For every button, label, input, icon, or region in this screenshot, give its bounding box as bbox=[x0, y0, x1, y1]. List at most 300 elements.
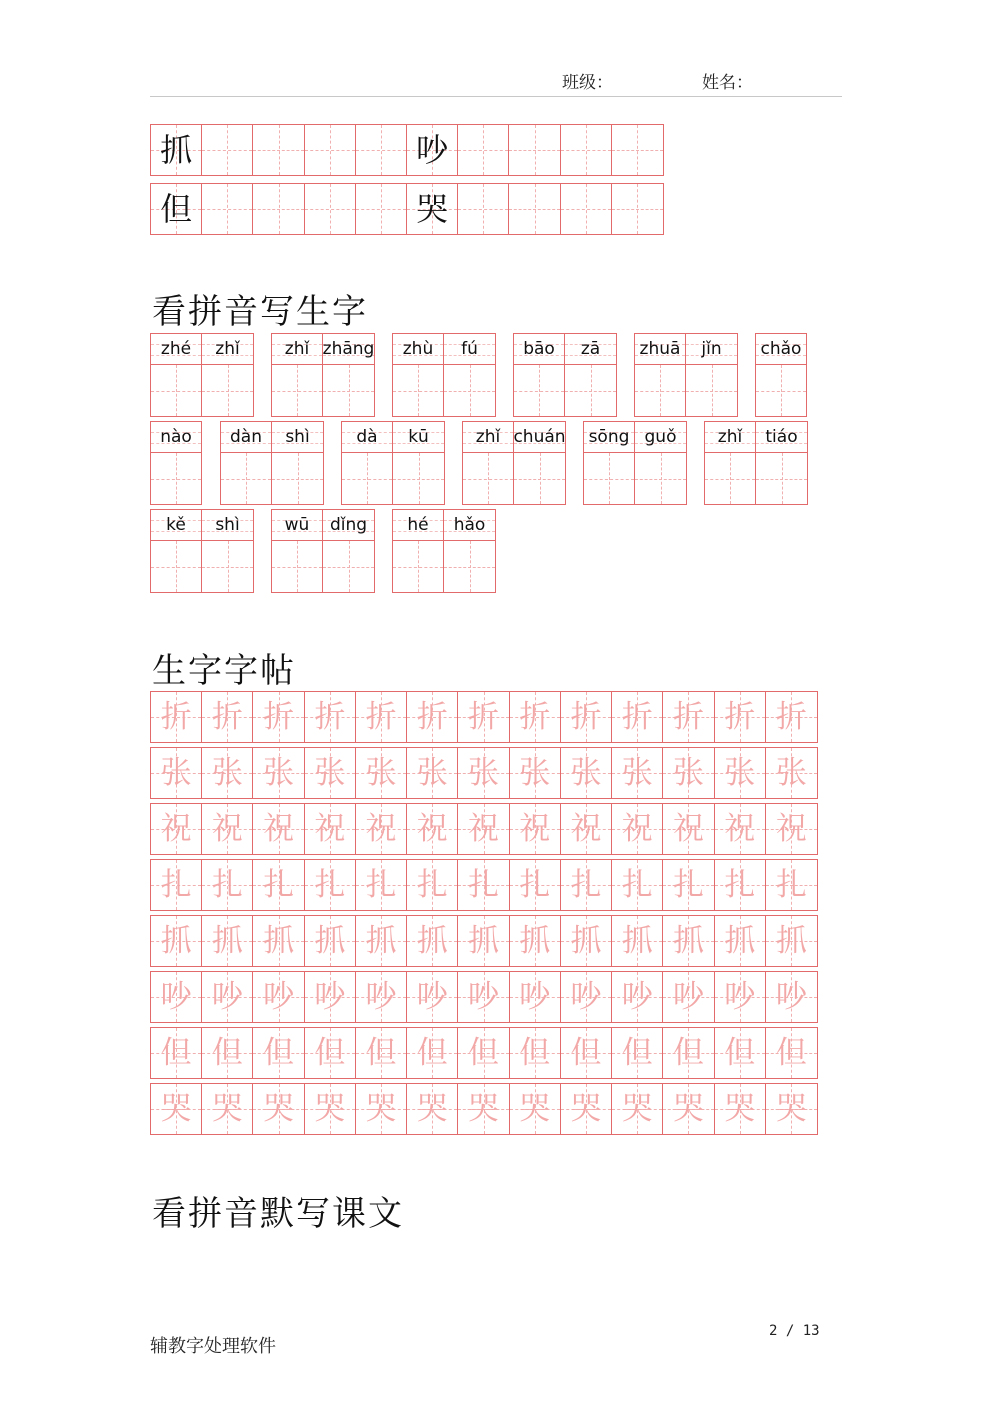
grid-char: 吵 bbox=[416, 131, 449, 169]
pinyin-group bbox=[462, 421, 566, 505]
copybook-cell bbox=[253, 1084, 304, 1134]
trace-char: 折 bbox=[160, 698, 192, 735]
copybook-cell bbox=[766, 1084, 817, 1134]
grid-cell bbox=[561, 125, 612, 175]
copybook-cell bbox=[612, 972, 663, 1022]
copybook-cell bbox=[766, 1028, 817, 1078]
pinyin-text: zhǐ bbox=[284, 339, 310, 359]
trace-char: 祝 bbox=[775, 810, 807, 847]
copybook-row bbox=[150, 971, 818, 1023]
pinyin-text: zhù bbox=[402, 339, 434, 359]
copybook-cell bbox=[253, 916, 304, 966]
grid-cell bbox=[612, 184, 663, 234]
trace-char: 哭 bbox=[468, 1090, 500, 1127]
pinyin-text: shì bbox=[215, 515, 240, 535]
copybook-cell bbox=[663, 860, 714, 910]
writing-box bbox=[463, 453, 513, 504]
trace-char: 折 bbox=[672, 698, 704, 735]
copybook-cell bbox=[715, 804, 766, 854]
trace-char: 扎 bbox=[263, 866, 295, 903]
grid-char: 抓 bbox=[160, 131, 193, 169]
grid-cell bbox=[407, 125, 458, 175]
writing-box bbox=[514, 453, 565, 504]
trace-char: 张 bbox=[416, 754, 448, 791]
copybook-cell bbox=[458, 748, 509, 798]
copybook-cell bbox=[202, 692, 253, 742]
copybook-cell bbox=[305, 804, 356, 854]
writing-box bbox=[705, 453, 755, 504]
copybook-cell bbox=[305, 972, 356, 1022]
copybook-row bbox=[150, 747, 818, 799]
writing-box bbox=[444, 541, 495, 592]
trace-char: 折 bbox=[570, 698, 602, 735]
trace-char: 吵 bbox=[416, 978, 448, 1015]
copybook-cell bbox=[510, 1028, 561, 1078]
trace-char: 吵 bbox=[672, 978, 704, 1015]
trace-char: 扎 bbox=[314, 866, 346, 903]
trace-char: 扎 bbox=[416, 866, 448, 903]
trace-char: 但 bbox=[468, 1034, 500, 1071]
grid-cell bbox=[305, 184, 356, 234]
copybook-cell bbox=[202, 804, 253, 854]
trace-char: 张 bbox=[160, 754, 192, 791]
copybook-cell bbox=[356, 860, 407, 910]
pinyin-group bbox=[150, 509, 254, 593]
copybook-cell bbox=[151, 916, 202, 966]
trace-char: 折 bbox=[519, 698, 551, 735]
copybook-cell bbox=[356, 748, 407, 798]
writing-box bbox=[323, 541, 374, 592]
copybook-cell bbox=[510, 692, 561, 742]
copybook-cell bbox=[305, 860, 356, 910]
trace-char: 折 bbox=[365, 698, 397, 735]
writing-box bbox=[272, 453, 323, 504]
trace-char: 折 bbox=[621, 698, 653, 735]
grid-char: 哭 bbox=[416, 190, 449, 228]
grid-cell bbox=[151, 125, 202, 175]
copybook-cell bbox=[305, 1028, 356, 1078]
page-number: 2 / 13 bbox=[769, 1323, 820, 1339]
writing-box bbox=[686, 365, 737, 416]
copybook-cell bbox=[458, 692, 509, 742]
trace-char: 祝 bbox=[160, 810, 192, 847]
pinyin-text: zhǐ bbox=[717, 427, 743, 447]
trace-char: 扎 bbox=[724, 866, 756, 903]
trace-char: 但 bbox=[621, 1034, 653, 1071]
trace-char: 折 bbox=[416, 698, 448, 735]
trace-char: 但 bbox=[263, 1034, 295, 1071]
copybook-row bbox=[150, 859, 818, 911]
trace-char: 哭 bbox=[263, 1090, 295, 1127]
copybook-cell bbox=[510, 972, 561, 1022]
pinyin-text: fú bbox=[461, 339, 478, 359]
trace-char: 但 bbox=[570, 1034, 602, 1071]
trace-char: 但 bbox=[416, 1034, 448, 1071]
trace-char: 扎 bbox=[672, 866, 704, 903]
pinyin-text: kě bbox=[166, 515, 186, 535]
pinyin-text: chǎo bbox=[760, 339, 802, 359]
grid-char: 但 bbox=[160, 190, 193, 228]
copybook-cell bbox=[356, 972, 407, 1022]
trace-char: 祝 bbox=[263, 810, 295, 847]
writing-box bbox=[202, 541, 253, 592]
copybook-cell bbox=[612, 1028, 663, 1078]
copybook-cell bbox=[612, 916, 663, 966]
copybook-cell bbox=[561, 692, 612, 742]
writing-box bbox=[393, 453, 444, 504]
copybook-cell bbox=[407, 804, 458, 854]
grid-cell bbox=[509, 125, 560, 175]
pinyin-group bbox=[755, 333, 807, 417]
copybook-cell bbox=[407, 692, 458, 742]
copybook-cell bbox=[715, 1028, 766, 1078]
trace-char: 抓 bbox=[468, 922, 500, 959]
name-label: 姓名： bbox=[702, 73, 753, 93]
trace-char: 吵 bbox=[211, 978, 243, 1015]
trace-char: 祝 bbox=[416, 810, 448, 847]
copybook-cell bbox=[253, 804, 304, 854]
trace-char: 抓 bbox=[263, 922, 295, 959]
copybook-cell bbox=[458, 1028, 509, 1078]
trace-char: 祝 bbox=[519, 810, 551, 847]
pinyin-group bbox=[271, 509, 375, 593]
writing-box bbox=[393, 365, 443, 416]
pinyin-text: bāo bbox=[523, 339, 555, 359]
trace-char: 但 bbox=[365, 1034, 397, 1071]
copybook-cell bbox=[151, 692, 202, 742]
writing-box bbox=[514, 365, 564, 416]
pinyin-text: dà bbox=[356, 427, 378, 447]
copybook-cell bbox=[458, 1084, 509, 1134]
copybook-cell bbox=[305, 692, 356, 742]
copybook-cell bbox=[151, 860, 202, 910]
trace-char: 祝 bbox=[314, 810, 346, 847]
trace-char: 祝 bbox=[672, 810, 704, 847]
trace-char: 张 bbox=[468, 754, 500, 791]
trace-char: 但 bbox=[672, 1034, 704, 1071]
writing-box bbox=[323, 365, 374, 416]
grid-cell bbox=[356, 125, 407, 175]
copybook-cell bbox=[510, 748, 561, 798]
copybook-cell bbox=[561, 860, 612, 910]
grid-cell bbox=[458, 184, 509, 234]
pinyin-group bbox=[150, 333, 254, 417]
copybook-cell bbox=[356, 692, 407, 742]
trace-char: 张 bbox=[211, 754, 243, 791]
copybook-cell bbox=[305, 916, 356, 966]
copybook-cell bbox=[561, 1084, 612, 1134]
copybook-cell bbox=[612, 748, 663, 798]
pinyin-group bbox=[271, 333, 375, 417]
pinyin-text: zhé bbox=[160, 339, 192, 359]
grid-cell bbox=[509, 184, 560, 234]
trace-char: 折 bbox=[775, 698, 807, 735]
trace-char: 吵 bbox=[263, 978, 295, 1015]
copybook-cell bbox=[458, 916, 509, 966]
trace-char: 但 bbox=[314, 1034, 346, 1071]
trace-char: 但 bbox=[724, 1034, 756, 1071]
copybook-cell bbox=[151, 1084, 202, 1134]
pinyin-text: wū bbox=[284, 515, 310, 535]
trace-char: 哭 bbox=[570, 1090, 602, 1127]
copybook-cell bbox=[151, 804, 202, 854]
trace-char: 哭 bbox=[724, 1090, 756, 1127]
trace-char: 哭 bbox=[211, 1090, 243, 1127]
copybook-cell bbox=[612, 1084, 663, 1134]
pinyin-group bbox=[392, 509, 496, 593]
copybook-cell bbox=[561, 1028, 612, 1078]
copybook-cell bbox=[253, 692, 304, 742]
copybook-cell bbox=[510, 804, 561, 854]
copybook-cell bbox=[561, 972, 612, 1022]
trace-char: 吵 bbox=[775, 978, 807, 1015]
trace-char: 折 bbox=[724, 698, 756, 735]
trace-char: 哭 bbox=[775, 1090, 807, 1127]
copybook-cell bbox=[458, 860, 509, 910]
copybook-cell bbox=[305, 748, 356, 798]
trace-char: 抓 bbox=[416, 922, 448, 959]
trace-char: 折 bbox=[468, 698, 500, 735]
copybook-cell bbox=[715, 1084, 766, 1134]
trace-char: 哭 bbox=[621, 1090, 653, 1127]
pinyin-text: tiáo bbox=[765, 427, 798, 447]
trace-char: 抓 bbox=[365, 922, 397, 959]
writing-box bbox=[342, 453, 392, 504]
copybook-row bbox=[150, 691, 818, 743]
copybook-cell bbox=[766, 916, 817, 966]
copybook-cell bbox=[202, 748, 253, 798]
writing-box bbox=[635, 453, 686, 504]
copybook-cell bbox=[510, 860, 561, 910]
grid-cell bbox=[458, 125, 509, 175]
trace-char: 吵 bbox=[724, 978, 756, 1015]
copybook-cell bbox=[407, 916, 458, 966]
trace-char: 张 bbox=[621, 754, 653, 791]
pinyin-text: dǐng bbox=[329, 515, 368, 535]
copybook-cell bbox=[151, 748, 202, 798]
copybook-cell bbox=[663, 916, 714, 966]
copybook-row bbox=[150, 915, 818, 967]
copybook-cell bbox=[715, 972, 766, 1022]
copybook-cell bbox=[766, 748, 817, 798]
trace-char: 张 bbox=[775, 754, 807, 791]
copybook-row bbox=[150, 1027, 818, 1079]
copybook-cell bbox=[612, 692, 663, 742]
trace-char: 吵 bbox=[519, 978, 551, 1015]
class-label: 班级： bbox=[562, 73, 613, 93]
copybook-cell bbox=[510, 1084, 561, 1134]
grid-cell bbox=[612, 125, 663, 175]
trace-char: 吵 bbox=[468, 978, 500, 1015]
copybook-cell bbox=[612, 860, 663, 910]
copybook-cell bbox=[356, 1028, 407, 1078]
copybook-cell bbox=[458, 972, 509, 1022]
writing-box bbox=[272, 541, 322, 592]
pinyin-text: zā bbox=[580, 339, 601, 359]
trace-char: 吵 bbox=[160, 978, 192, 1015]
copybook-cell bbox=[253, 748, 304, 798]
pinyin-text: zhuā bbox=[639, 339, 681, 359]
trace-char: 扎 bbox=[468, 866, 500, 903]
copybook-cell bbox=[766, 972, 817, 1022]
pinyin-text: shì bbox=[285, 427, 310, 447]
pinyin-group bbox=[704, 421, 808, 505]
copybook-cell bbox=[663, 972, 714, 1022]
pinyin-text: zhǐ bbox=[475, 427, 501, 447]
trace-char: 但 bbox=[211, 1034, 243, 1071]
copybook-cell bbox=[663, 692, 714, 742]
trace-char: 祝 bbox=[570, 810, 602, 847]
copybook-cell bbox=[766, 692, 817, 742]
writing-box bbox=[584, 453, 634, 504]
copybook-cell bbox=[663, 748, 714, 798]
writing-box bbox=[272, 365, 322, 416]
pinyin-group bbox=[634, 333, 738, 417]
trace-char: 折 bbox=[211, 698, 243, 735]
trace-char: 抓 bbox=[519, 922, 551, 959]
trace-char: 哭 bbox=[416, 1090, 448, 1127]
trace-char: 张 bbox=[570, 754, 602, 791]
copybook-cell bbox=[253, 1028, 304, 1078]
copybook-cell bbox=[305, 1084, 356, 1134]
section-title-copybook: 生字字帖 bbox=[152, 651, 296, 691]
trace-char: 但 bbox=[775, 1034, 807, 1071]
writing-box bbox=[444, 365, 495, 416]
copybook-cell bbox=[407, 1028, 458, 1078]
writing-box bbox=[151, 365, 201, 416]
copybook-cell bbox=[715, 916, 766, 966]
copybook-cell bbox=[356, 804, 407, 854]
trace-char: 扎 bbox=[211, 866, 243, 903]
trace-char: 张 bbox=[672, 754, 704, 791]
pinyin-text: sōng bbox=[588, 427, 630, 447]
pinyin-text: jǐn bbox=[701, 339, 722, 359]
pinyin-text: chuán bbox=[513, 427, 566, 447]
pinyin-text: dàn bbox=[230, 427, 262, 447]
copybook-cell bbox=[202, 972, 253, 1022]
trace-char: 抓 bbox=[211, 922, 243, 959]
trace-char: 抓 bbox=[775, 922, 807, 959]
trace-char: 折 bbox=[263, 698, 295, 735]
copybook-cell bbox=[407, 972, 458, 1022]
trace-char: 但 bbox=[160, 1034, 192, 1071]
pinyin-text: kū bbox=[408, 427, 429, 447]
practice-row bbox=[150, 124, 664, 176]
pinyin-group bbox=[341, 421, 445, 505]
grid-cell bbox=[407, 184, 458, 234]
writing-box bbox=[756, 365, 806, 416]
copybook-cell bbox=[561, 804, 612, 854]
trace-char: 哭 bbox=[672, 1090, 704, 1127]
copybook-cell bbox=[612, 804, 663, 854]
copybook-cell bbox=[510, 916, 561, 966]
trace-char: 祝 bbox=[621, 810, 653, 847]
writing-box bbox=[635, 365, 685, 416]
trace-char: 扎 bbox=[621, 866, 653, 903]
trace-char: 抓 bbox=[672, 922, 704, 959]
copybook-cell bbox=[458, 804, 509, 854]
trace-char: 扎 bbox=[365, 866, 397, 903]
writing-box bbox=[756, 453, 807, 504]
pinyin-text: guǒ bbox=[644, 427, 677, 447]
trace-char: 张 bbox=[314, 754, 346, 791]
trace-char: 祝 bbox=[211, 810, 243, 847]
trace-char: 扎 bbox=[570, 866, 602, 903]
trace-char: 祝 bbox=[724, 810, 756, 847]
trace-char: 吵 bbox=[314, 978, 346, 1015]
trace-char: 但 bbox=[519, 1034, 551, 1071]
trace-char: 张 bbox=[365, 754, 397, 791]
trace-char: 扎 bbox=[775, 866, 807, 903]
grid-cell bbox=[561, 184, 612, 234]
copybook-cell bbox=[715, 692, 766, 742]
trace-char: 抓 bbox=[570, 922, 602, 959]
copybook-cell bbox=[663, 1084, 714, 1134]
copybook-cell bbox=[356, 1084, 407, 1134]
copybook-cell bbox=[561, 916, 612, 966]
pinyin-group bbox=[583, 421, 687, 505]
trace-char: 张 bbox=[519, 754, 551, 791]
trace-char: 折 bbox=[314, 698, 346, 735]
copybook-cell bbox=[407, 1084, 458, 1134]
copybook-cell bbox=[561, 748, 612, 798]
practice-row bbox=[150, 183, 664, 235]
pinyin-text: hé bbox=[407, 515, 429, 535]
copybook-cell bbox=[202, 1084, 253, 1134]
grid-cell bbox=[253, 125, 304, 175]
trace-char: 吵 bbox=[365, 978, 397, 1015]
trace-char: 吵 bbox=[570, 978, 602, 1015]
copybook-row bbox=[150, 1083, 818, 1135]
copybook-cell bbox=[151, 1028, 202, 1078]
writing-box bbox=[151, 453, 201, 504]
copybook-row bbox=[150, 803, 818, 855]
trace-char: 祝 bbox=[365, 810, 397, 847]
header-divider bbox=[150, 96, 842, 97]
writing-box bbox=[565, 365, 616, 416]
copybook-cell bbox=[151, 972, 202, 1022]
trace-char: 哭 bbox=[314, 1090, 346, 1127]
pinyin-group bbox=[392, 333, 496, 417]
copybook-cell bbox=[766, 860, 817, 910]
copybook-cell bbox=[356, 916, 407, 966]
trace-char: 张 bbox=[263, 754, 295, 791]
footer-software: 辅教字处理软件 bbox=[150, 1336, 276, 1357]
writing-box bbox=[221, 453, 271, 504]
copybook-cell bbox=[715, 860, 766, 910]
trace-char: 哭 bbox=[160, 1090, 192, 1127]
trace-char: 抓 bbox=[724, 922, 756, 959]
copybook-cell bbox=[766, 804, 817, 854]
copybook-cell bbox=[202, 1028, 253, 1078]
pinyin-group bbox=[513, 333, 617, 417]
grid-cell bbox=[202, 125, 253, 175]
grid-cell bbox=[305, 125, 356, 175]
trace-char: 祝 bbox=[468, 810, 500, 847]
copybook-cell bbox=[253, 972, 304, 1022]
trace-char: 吵 bbox=[621, 978, 653, 1015]
copybook-cell bbox=[663, 804, 714, 854]
pinyin-text: zhāng bbox=[322, 339, 375, 359]
pinyin-text: nào bbox=[160, 427, 192, 447]
trace-char: 哭 bbox=[519, 1090, 551, 1127]
copybook-cell bbox=[407, 860, 458, 910]
section-title-dictation: 看拼音默写课文 bbox=[152, 1194, 404, 1234]
trace-char: 抓 bbox=[621, 922, 653, 959]
pinyin-group bbox=[150, 421, 202, 505]
copybook-cell bbox=[663, 1028, 714, 1078]
grid-cell bbox=[151, 184, 202, 234]
